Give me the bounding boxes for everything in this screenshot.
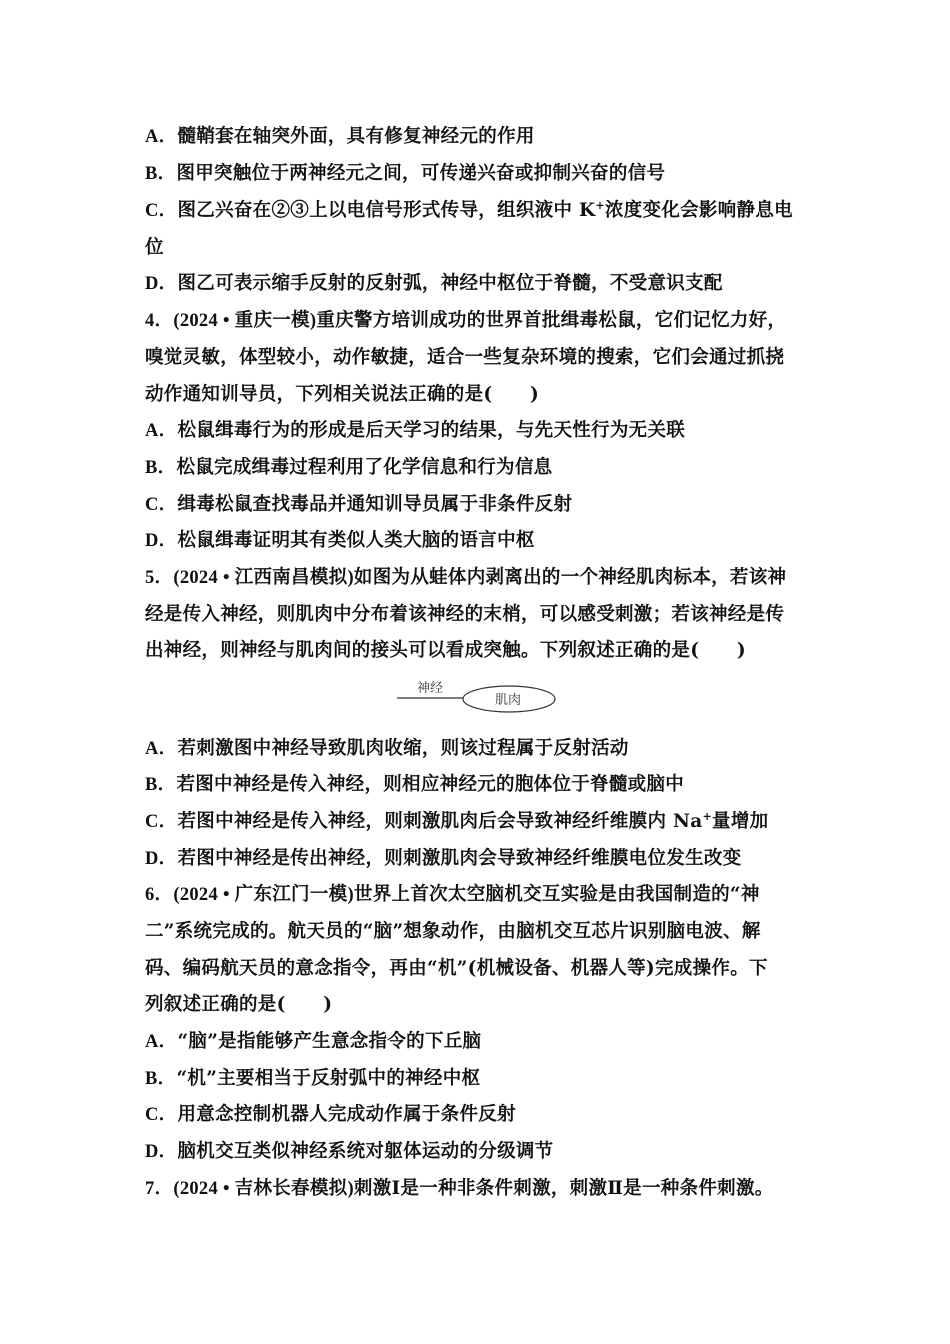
q6-stem-line-4: 列叙述正确的是( ) bbox=[145, 994, 333, 1015]
option-text: “脑”是指能够产生意念指令的下丘脑 bbox=[177, 1031, 482, 1052]
q4-option-b bbox=[145, 455, 552, 481]
option-text: 图乙可表示缩手反射的反射弧，神经中枢位于脊髓，不受意识支配 bbox=[177, 273, 723, 294]
option-text: 松鼠缉毒证明其有类似人类大脑的语言中枢 bbox=[177, 530, 535, 551]
option-label: C． bbox=[145, 812, 178, 832]
option-text: 若图中神经是传入神经，则刺激肌肉后会导致神经纤维膜内 Na bbox=[177, 811, 703, 832]
option-label: A． bbox=[145, 739, 178, 759]
q4-stem-line-3: 动作通知训导员，下列相关说法正确的是( ) bbox=[145, 384, 540, 405]
option-label: A． bbox=[145, 421, 178, 441]
question-text: 如图为从蛙体内剥离出的一个神经肌肉标本，若该神 bbox=[353, 567, 787, 588]
q4-option-a bbox=[145, 418, 685, 444]
q3-option-d bbox=[145, 271, 723, 297]
option-label: A． bbox=[145, 127, 178, 147]
question-text: 刺激Ⅰ是一种非条件刺激，刺激Ⅱ是一种条件刺激。 bbox=[353, 1178, 774, 1199]
q4-stem-line-2: 嗅觉灵敏，体型较小，动作敏捷，适合一些复杂环境的搜索，它们会通过抓挠 bbox=[145, 347, 785, 368]
q4-option-d bbox=[145, 528, 535, 554]
q5-option-c bbox=[145, 809, 768, 835]
q5-stem-line-1 bbox=[145, 565, 786, 591]
q6-option-d bbox=[145, 1139, 553, 1165]
question-source: (2024 • 吉林长春模拟) bbox=[173, 1179, 354, 1199]
question-source: (2024 • 重庆一模) bbox=[173, 311, 317, 331]
q5-stem-line-2: 经是传入神经，则肌肉中分布着该神经的末梢，可以感受刺激；若该神经是传 bbox=[145, 604, 785, 625]
q6-option-c bbox=[145, 1102, 516, 1128]
option-label: B． bbox=[145, 458, 177, 478]
q6-option-a bbox=[145, 1029, 481, 1055]
option-label: D． bbox=[145, 849, 178, 869]
question-number: 7． bbox=[145, 1179, 174, 1199]
question-source: (2024 • 江西南昌模拟) bbox=[173, 568, 354, 588]
option-label: D． bbox=[145, 274, 178, 294]
superscript: + bbox=[595, 199, 605, 212]
nerve-label: 神经 bbox=[417, 681, 444, 696]
option-text: 浓度变化会影响静息电 bbox=[604, 200, 793, 221]
option-label: C． bbox=[145, 495, 178, 515]
option-text: 图甲突触位于两神经元之间，可传递兴奋或抑制兴奋的信号 bbox=[176, 163, 666, 184]
question-text: 世界上首次太空脑机交互实验是由我国制造的“神 bbox=[353, 884, 760, 905]
q4-option-c bbox=[145, 492, 572, 518]
q5-option-d bbox=[145, 846, 741, 872]
option-text: 若图中神经是传出神经，则刺激肌肉会导致神经纤维膜电位发生改变 bbox=[177, 848, 742, 869]
q5-option-b bbox=[145, 772, 684, 798]
question-text: 重庆警方培训成功的世界首批缉毒松鼠，它们记忆力好， bbox=[316, 310, 787, 331]
q3-option-b bbox=[145, 161, 665, 187]
question-number: 4． bbox=[145, 311, 174, 331]
option-label: B． bbox=[145, 164, 177, 184]
option-label: D． bbox=[145, 531, 178, 551]
q3-option-c-continuation: 位 bbox=[145, 237, 164, 258]
option-text: 量增加 bbox=[712, 811, 769, 832]
question-number: 5． bbox=[145, 568, 174, 588]
option-label: B． bbox=[145, 775, 177, 795]
muscle-label: 肌肉 bbox=[495, 693, 522, 708]
q5-option-a bbox=[145, 736, 629, 762]
option-text: 图乙兴奋在②③上以电信号形式传导，组织液中 K bbox=[177, 200, 596, 221]
option-text: 若刺激图中神经导致肌肉收缩，则该过程属于反射活动 bbox=[177, 738, 629, 759]
option-label: C． bbox=[145, 1105, 178, 1125]
q6-stem-line-2: 二”系统完成的。航天员的“脑”想象动作，由脑机交互芯片识别脑电波、解 bbox=[145, 921, 761, 942]
option-text: “机”主要相当于反射弧中的神经中枢 bbox=[176, 1068, 481, 1089]
option-label: A． bbox=[145, 1032, 178, 1052]
q4-stem-line-1 bbox=[145, 308, 786, 334]
q3-option-a bbox=[145, 124, 535, 150]
option-text: 若图中神经是传入神经，则相应神经元的胞体位于脊髓或脑中 bbox=[176, 774, 685, 795]
option-text: 松鼠完成缉毒过程利用了化学信息和行为信息 bbox=[176, 457, 553, 478]
option-text: 用意念控制机器人完成动作属于条件反射 bbox=[177, 1104, 516, 1125]
q7-stem-line-1 bbox=[145, 1176, 774, 1202]
nerve-muscle-figure bbox=[395, 678, 565, 722]
option-text: 缉毒松鼠查找毒品并通知训导员属于非条件反射 bbox=[177, 494, 573, 515]
q6-option-b bbox=[145, 1066, 480, 1092]
question-number: 6． bbox=[145, 885, 174, 905]
q6-stem-line-1 bbox=[145, 882, 760, 908]
option-text: 松鼠缉毒行为的形成是后天学习的结果，与先天性行为无关联 bbox=[177, 420, 686, 441]
q6-stem-line-3: 码、编码航天员的意念指令，再由“机”(机械设备、机器人等)完成操作。下 bbox=[145, 958, 768, 979]
option-label: D． bbox=[145, 1142, 178, 1162]
superscript: + bbox=[702, 810, 713, 823]
q3-option-c bbox=[145, 198, 793, 224]
option-label: C． bbox=[145, 201, 178, 221]
option-label: B． bbox=[145, 1069, 177, 1089]
q5-stem-line-3: 出神经，则神经与肌肉间的接头可以看成突触。下列叙述正确的是( ) bbox=[145, 640, 746, 661]
option-text: 髓鞘套在轴突外面，具有修复神经元的作用 bbox=[177, 126, 535, 147]
option-text: 脑机交互类似神经系统对躯体运动的分级调节 bbox=[177, 1141, 554, 1162]
question-source: (2024 • 广东江门一模) bbox=[173, 885, 354, 905]
